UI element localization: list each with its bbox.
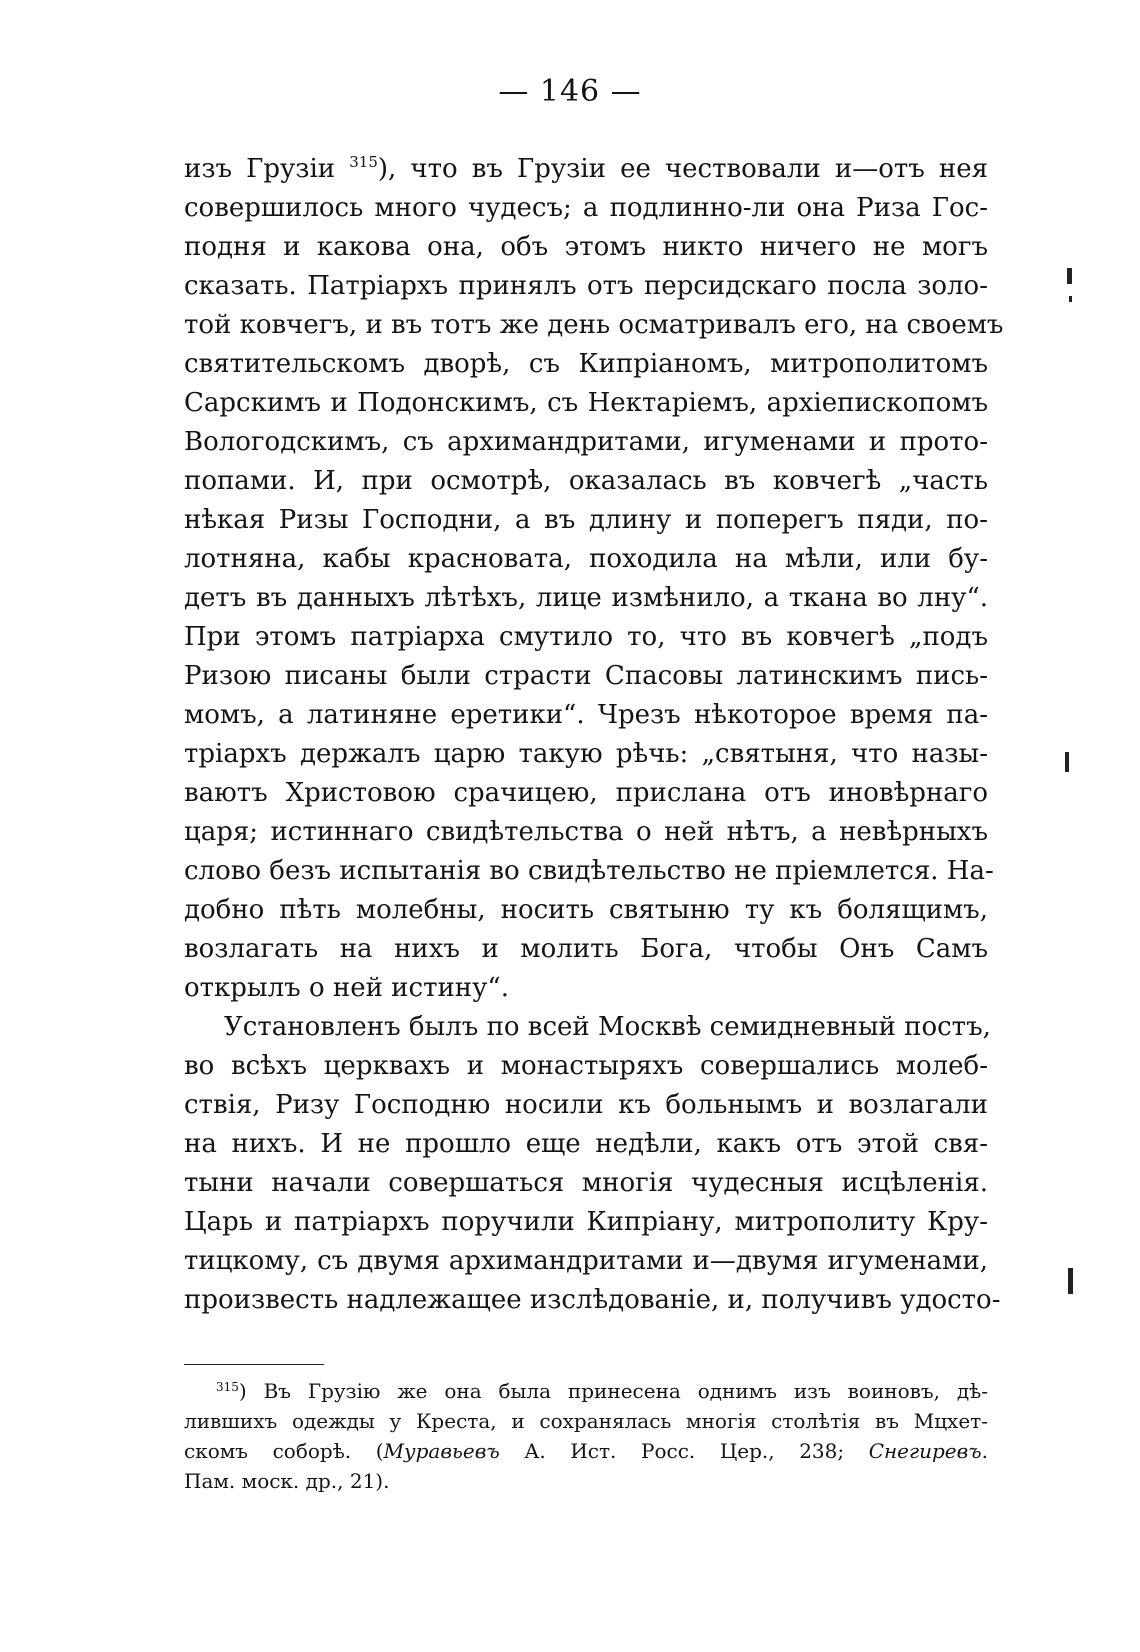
text-line-16: тріархъ держалъ царю такую рѣчь: „святыня, что назы- <box>184 739 988 769</box>
margin-speck <box>1067 268 1072 284</box>
text-line-30: произвесть надлежащее изслѣдованіе, и, получивъ удосто- <box>184 1285 1001 1315</box>
text-line-8: Вологодскимъ, съ архимандритами, игуменами и прото- <box>184 427 988 457</box>
footnote-divider <box>184 1364 324 1365</box>
text-line-18: царя; истиннаго свидѣтельства о ней нѣтъ, а невѣрныхъ <box>184 817 988 847</box>
footnote <box>184 1376 988 1496</box>
text-line-2: совершилось много чудесъ; а подлинно-ли она Риза Гос- <box>184 193 988 223</box>
margin-speck <box>1069 296 1072 302</box>
text-line-4: сказать. Патріархъ принялъ отъ персидскаго посла золо- <box>184 271 988 301</box>
footnote-reference[interactable]: 315 <box>349 153 378 171</box>
text-line-12: детъ въ данныхъ лѣтѣхъ, лице измѣнило, а ткана во лну“. <box>184 583 988 613</box>
text-line-27: тыни начали совершаться многія чудесныя исцѣленія. <box>184 1168 988 1198</box>
text-line-14: Ризою писаны были страсти Спасовы латинскимъ пись- <box>184 661 988 691</box>
citation-author: Снегиревъ. <box>868 1439 988 1463</box>
text-line-3: подня и какова она, объ этомъ никто ничего не могъ <box>184 232 988 262</box>
text-line-6: святительскомъ дворѣ, съ Кипріаномъ, митрополитомъ <box>184 349 988 379</box>
text-line-26: на нихъ. И не прошло еще недѣли, какъ отъ этой свя- <box>184 1129 988 1159</box>
text-line-22: открылъ о ней истину“. <box>184 973 509 1003</box>
footnote-number: 315 <box>216 1380 239 1394</box>
footnote-line-1: $^{315}$) Въ Грузію же она была принесена однимъ изъ воиновъ, дѣ- <box>216 1379 988 1403</box>
margin-speck <box>1068 1268 1073 1294</box>
footnote-line-3: скомъ соборѣ. (Муравьевъ А. Ист. Росс. Цер., 238; Снегиревъ. <box>184 1439 988 1463</box>
text-line-15: момъ, а латиняне еретики“. Чрезъ нѣкоторое время па- <box>184 700 988 730</box>
text-line-29: тицкому, съ двумя архимандритами и—двумя игуменами, <box>184 1246 988 1276</box>
footnote-line-4: Пам. моск. др., 21). <box>184 1469 390 1493</box>
text-line-20: добно пѣть молебны, носить святыню ту къ болящимъ, <box>184 895 988 925</box>
text-line-5: той ковчегъ, и въ тотъ же день осматривалъ его, на своемъ <box>184 310 1004 340</box>
text-line-25: ствія, Ризу Господню носили къ больнымъ и возлагали <box>184 1090 988 1120</box>
citation-author: Муравьевъ <box>383 1439 500 1463</box>
text-line-19: слово безъ испытанія во свидѣтельство не пріемлется. На- <box>184 856 994 886</box>
text-line-13: При этомъ патріарха смутило то, что въ ковчегѣ „подъ <box>184 622 988 652</box>
margin-speck <box>1065 752 1069 772</box>
page-number: — 146 — <box>498 74 642 109</box>
text-line-23: Установленъ былъ по всей Москвѣ семидневный постъ, <box>224 1012 991 1042</box>
text-line-24: во всѣхъ церквахъ и монастыряхъ совершались молеб- <box>184 1051 988 1081</box>
text-line-9: попами. И, при осмотрѣ, оказалась въ ковчегѣ „часть <box>184 466 988 496</box>
text-line-28: Царь и патріархъ поручили Кипріану, митрополиту Кру- <box>184 1207 988 1237</box>
text-line-7: Сарскимъ и Подонскимъ, съ Нектаріемъ, архіепископомъ <box>184 388 988 418</box>
text-line-11: лотняна, кабы красновата, походила на мѣли, или бу- <box>184 544 988 574</box>
footnote-line-2: лившихъ одежды у Креста, и сохранялась многія столѣтія въ Мцхет- <box>184 1409 988 1433</box>
main-text <box>184 150 1004 1320</box>
text-line-17: ваютъ Христовою срачицею, прислана отъ иновѣрнаго <box>184 778 988 808</box>
text-line-10: нѣкая Ризы Господни, а въ длину и поперегъ пяди, по- <box>184 505 988 535</box>
text-line-21: возлагать на нихъ и молить Бога, чтобы Онъ Самъ <box>184 934 988 964</box>
text-line-1: изъ Грузіи $^{315}$), что въ Грузіи ее чествовали и—отъ нея <box>184 153 988 184</box>
